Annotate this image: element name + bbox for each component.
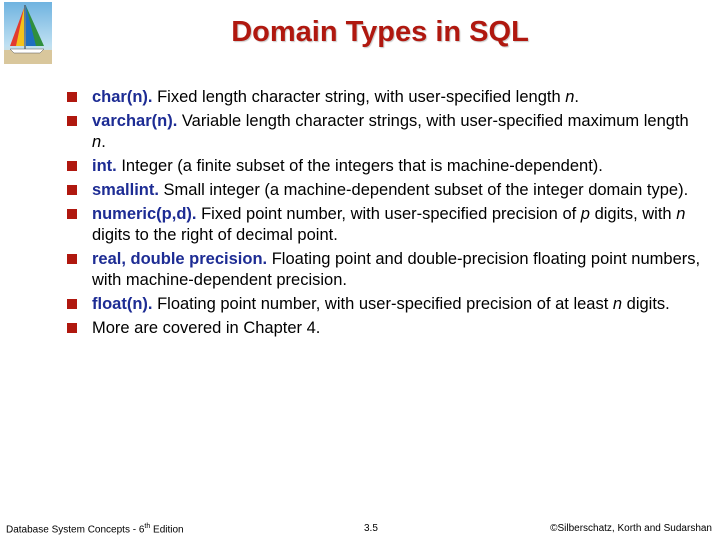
bullet-item <box>66 204 706 246</box>
square-bullet-icon <box>67 323 77 333</box>
bullet-list <box>66 87 706 342</box>
description: Floating point and double-precision floating point numbers, with machine-dependent precision. <box>92 250 701 289</box>
italic-var: p <box>580 205 590 223</box>
description: Small integer (a machine-dependent subset of the integer domain type). <box>158 181 689 199</box>
description: Variable length character strings, with user-specified maximum length <box>177 112 689 130</box>
description: Integer (a finite subset of the integers that is machine-dependent). <box>116 157 603 175</box>
bullet-item <box>66 249 706 291</box>
square-bullet-icon <box>67 116 77 126</box>
slide-title: Domain Types in SQL <box>231 16 529 48</box>
footer-left-text2: Edition <box>150 524 184 536</box>
square-bullet-icon <box>67 254 77 264</box>
description-end: digits. <box>622 295 670 313</box>
square-bullet-icon <box>67 161 77 171</box>
square-bullet-icon <box>67 92 77 102</box>
square-bullet-icon <box>67 185 77 195</box>
italic-var: n <box>612 295 623 313</box>
term: float(n). <box>92 295 153 313</box>
square-bullet-icon <box>67 209 77 219</box>
term: numeric(p,d). <box>92 205 197 223</box>
term: varchar(n). <box>92 112 178 130</box>
description-mid: digits, with <box>589 205 677 223</box>
term: smallint. <box>92 181 159 199</box>
bullet-item <box>66 294 706 315</box>
description-end: digits to the right of decimal point. <box>92 226 338 244</box>
bullet-item <box>66 156 706 177</box>
description: Floating point number, with user-specified precision of at least <box>152 295 613 313</box>
italic-var: n <box>92 133 102 151</box>
description-end: . <box>101 133 106 151</box>
footer-copyright: ©Silberschatz, Korth and Sudarshan <box>550 523 712 534</box>
bullet-item <box>66 87 706 108</box>
bullet-item <box>66 111 706 153</box>
term: int. <box>92 157 117 175</box>
description-end: . <box>574 88 579 106</box>
footer-left-sup: th <box>144 523 151 530</box>
italic-var: n <box>676 205 686 223</box>
term: char(n). <box>92 88 153 106</box>
footer-book-title <box>6 523 184 535</box>
italic-var: n <box>565 88 575 106</box>
term: real, double precision. <box>92 250 268 268</box>
square-bullet-icon <box>67 299 77 309</box>
description: Fixed point number, with user-specified precision of <box>196 205 581 223</box>
bullet-item <box>66 318 706 339</box>
description: More are covered in Chapter 4. <box>92 319 321 337</box>
footer-left-text: Database System Concepts - 6 <box>6 524 145 536</box>
description: Fixed length character string, with user-specified length <box>152 88 566 106</box>
footer-page-number: 3.5 <box>364 523 378 534</box>
bullet-item <box>66 180 706 201</box>
